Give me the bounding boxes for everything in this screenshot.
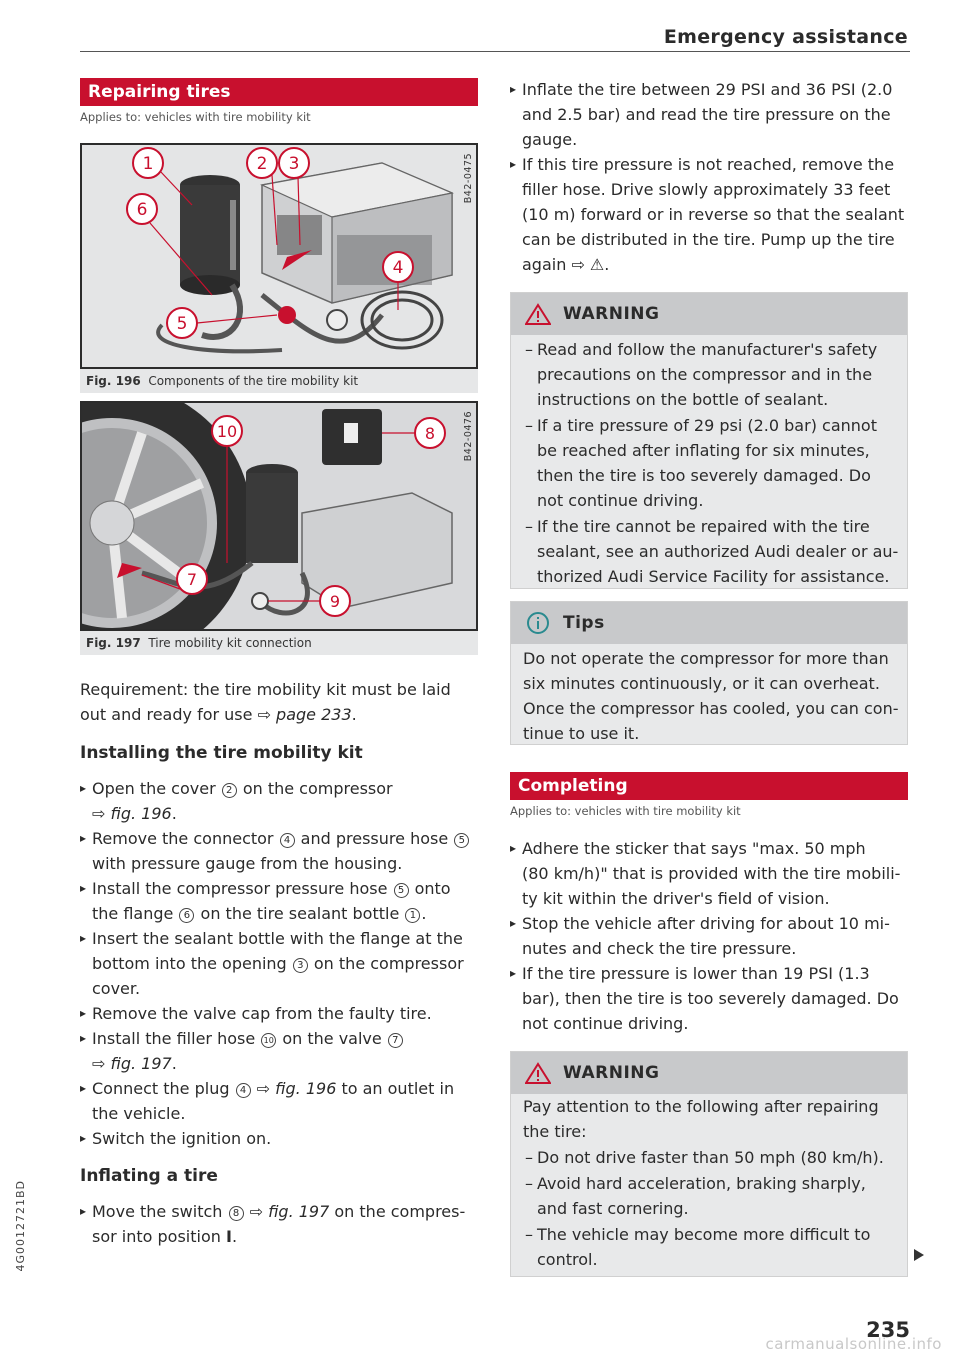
callout-ref-5b: 5 xyxy=(394,883,409,898)
complete-step-1-l3: ty kit within the driver's field of vision. xyxy=(522,889,830,908)
install-step-7-cont: the vehicle. xyxy=(92,1104,186,1123)
figure-196-caption-text: Components of the tire mobility kit xyxy=(148,374,359,388)
inflate-step-1-cont: sor into position I. xyxy=(92,1227,238,1246)
install-step-2: ▸ Remove the connector 4 and pressure hose 5 xyxy=(80,826,470,851)
warning-1-item-2-l4: not continue driving. xyxy=(537,491,704,510)
callout-5: 5 xyxy=(176,314,188,334)
figure-197-label: Fig. 197 xyxy=(86,636,141,650)
warning-1-item-1-l3: instructions on the bottle of sealant. xyxy=(537,390,829,409)
figure-197-caption-text: Tire mobility kit connection xyxy=(148,636,312,650)
callout-ref-10: 10 xyxy=(261,1033,276,1048)
install-step-3: ▸ Install the compressor pressure hose 5 onto xyxy=(80,876,451,901)
callout-ref-4: 4 xyxy=(280,833,295,848)
callout-2: 2 xyxy=(256,154,268,174)
installing-heading: Installing the tire mobility kit xyxy=(80,743,363,763)
figure-197-image xyxy=(80,401,478,631)
callout-ref-2: 2 xyxy=(222,783,237,798)
warning-2-item-2-l2: and fast cornering. xyxy=(537,1199,689,1218)
tire-mobility-kit-illustration xyxy=(82,145,476,367)
document-code: 4G0012721BD xyxy=(14,1180,27,1272)
install-step-6-cont: ⇨ fig. 197. xyxy=(92,1054,177,1073)
install-step-4: ▸ Insert the sealant bottle with the flange at the xyxy=(80,926,463,951)
warning-box-1-header xyxy=(511,293,907,335)
install-step-7: ▸ Connect the plug 4 ⇨ fig. 196 to an outlet in xyxy=(80,1076,454,1101)
tips-box-header xyxy=(511,602,907,644)
inflate-step-3-l4: can be distributed in the tire. Pump up the tire xyxy=(522,230,895,249)
inflate-step-3-l2: filler hose. Drive slowly approximately 33 feet xyxy=(522,180,891,199)
install-step-6: ▸ Install the filler hose 10 on the valve 7 xyxy=(80,1026,404,1051)
warning-2-intro-l1: Pay attention to the following after repairing xyxy=(523,1097,879,1116)
figure-197 xyxy=(80,401,478,655)
callout-ref-5: 5 xyxy=(454,833,469,848)
warning-1-item-3: – If the tire cannot be repaired with the tire xyxy=(511,514,870,539)
requirement-text: Requirement: the tire mobility kit must be laid xyxy=(80,680,451,699)
inflate-step-2-l3: gauge. xyxy=(522,130,578,149)
inflate-step-3: ▸ If this tire pressure is not reached, remove the xyxy=(510,152,894,177)
inflate-step-2-l2: and 2.5 bar) and read the tire pressure on the xyxy=(522,105,891,124)
figure-196-label: Fig. 196 xyxy=(86,374,141,388)
tips-title: Tips xyxy=(563,613,605,633)
requirement-paragraph xyxy=(80,677,478,727)
callout-6: 6 xyxy=(136,200,148,220)
tire-mobility-kit-connection-illustration xyxy=(82,403,476,629)
callout-ref-1: 1 xyxy=(405,908,420,923)
warning-1-item-3-l2: sealant, see an authorized Audi dealer or au- xyxy=(537,542,899,561)
fig-196-reference-link-2[interactable]: ⇨ fig. 196 xyxy=(256,1079,337,1098)
fig-197-reference-link[interactable]: ⇨ fig. 197 xyxy=(92,1054,172,1073)
figure-196-image xyxy=(80,143,478,369)
figure-196-code: B42-0475 xyxy=(463,153,474,204)
callout-10: 10 xyxy=(216,422,238,441)
warning-triangle-icon xyxy=(525,303,551,325)
callout-ref-3: 3 xyxy=(293,958,308,973)
fig-196-reference-link[interactable]: ⇨ fig. 196 xyxy=(92,804,172,823)
warning-box-1-title: WARNING xyxy=(563,304,660,324)
inflate-step-3-l3: (10 m) forward or in reverse so that the sealant xyxy=(522,205,905,224)
figure-197-caption xyxy=(86,636,312,650)
complete-step-3: ▸ If the tire pressure is lower than 19 PSI (1.3 xyxy=(510,961,870,986)
callout-ref-4b: 4 xyxy=(236,1083,251,1098)
tips-line-2: six minutes continuously, or it can overheat. xyxy=(523,674,880,693)
warning-box-1 xyxy=(510,292,908,589)
callout-ref-6: 6 xyxy=(179,908,194,923)
applies-to-note: Applies to: vehicles with tire mobility kit xyxy=(80,110,311,124)
warning-2-item-1: – Do not drive faster than 50 mph (80 km/h). xyxy=(511,1145,884,1170)
tips-line-1: Do not operate the compressor for more than xyxy=(523,649,889,668)
warning-2-item-3-l2: control. xyxy=(537,1250,598,1269)
next-page-arrow-icon[interactable] xyxy=(914,1249,924,1261)
page-header-title: Emergency assistance xyxy=(663,26,908,48)
complete-step-3-l2: bar), then the tire is too severely damaged. Do xyxy=(522,989,899,1008)
page-header xyxy=(80,28,910,52)
warning-1-item-1-l2: precautions on the compressor and in the xyxy=(537,365,873,384)
complete-step-2-l2: nutes and check the tire pressure. xyxy=(522,939,797,958)
callout-9: 9 xyxy=(329,592,341,611)
figure-197-code: B42-0476 xyxy=(463,411,474,462)
complete-step-1: ▸ Adhere the sticker that says "max. 50 mph xyxy=(510,836,866,861)
section-title-completing: Completing xyxy=(510,772,908,800)
info-icon xyxy=(525,612,551,634)
inflating-heading: Inflating a tire xyxy=(80,1166,218,1186)
install-step-3-cont: the flange 6 on the tire sealant bottle 1 . xyxy=(92,904,427,923)
warning-1-item-2-l2: be reached after inflating for six minutes, xyxy=(537,441,870,460)
fig-197-reference-link-2[interactable]: ⇨ fig. 197 xyxy=(249,1202,330,1221)
requirement-period: . xyxy=(351,705,357,724)
figure-196-caption xyxy=(86,374,358,388)
inflate-step-2: ▸ Inflate the tire between 29 PSI and 36 PSI (2.0 xyxy=(510,77,892,102)
warning-box-2-header xyxy=(511,1052,907,1094)
tips-box xyxy=(510,601,908,745)
install-step-4-cont2: cover. xyxy=(92,979,141,998)
complete-step-2: ▸ Stop the vehicle after driving for about 10 mi- xyxy=(510,911,890,936)
callout-ref-8: 8 xyxy=(229,1206,244,1221)
warning-box-2-title: WARNING xyxy=(563,1063,660,1083)
install-step-1: ▸ Open the cover 2 on the compressor xyxy=(80,776,393,801)
install-step-8: ▸ Switch the ignition on. xyxy=(80,1126,271,1151)
watermark: carmanualsonline.info xyxy=(765,1335,942,1353)
install-step-5: ▸ Remove the valve cap from the faulty tire. xyxy=(80,1001,432,1026)
install-step-1-cont: ⇨ fig. 196. xyxy=(92,804,177,823)
tips-line-4: tinue to use it. xyxy=(523,724,640,743)
warning-1-item-1: – Read and follow the manufacturer's safety xyxy=(511,337,877,362)
callout-8: 8 xyxy=(424,424,436,443)
callout-7: 7 xyxy=(186,570,198,589)
tips-line-3: Once the compressor has cooled, you can con- xyxy=(523,699,899,718)
install-step-2-cont: with pressure gauge from the housing. xyxy=(92,854,403,873)
warning-1-item-2-l3: then the tire is too severely damaged. Do xyxy=(537,466,871,485)
install-step-4-cont: bottom into the opening 3 on the compressor xyxy=(92,954,464,973)
figure-196 xyxy=(80,143,478,393)
callout-ref-7: 7 xyxy=(388,1033,403,1048)
warning-1-item-2: – If a tire pressure of 29 psi (2.0 bar) cannot xyxy=(511,413,877,438)
section-title-repairing-tires: Repairing tires xyxy=(80,78,478,106)
warning-2-item-3: – The vehicle may become more difficult to xyxy=(511,1222,870,1247)
inflate-step-1: ▸ Move the switch 8 ⇨ fig. 197 on the compres- xyxy=(80,1199,465,1224)
complete-step-1-l2: (80 km/h)" that is provided with the tire mobili- xyxy=(522,864,901,883)
warning-2-item-2: – Avoid hard acceleration, braking sharply, xyxy=(511,1171,866,1196)
inflate-step-3-l5: again ⇨ ⚠. xyxy=(522,255,610,274)
warning-triangle-icon xyxy=(525,1062,551,1084)
warning-1-item-3-l3: thorized Audi Service Facility for assistance. xyxy=(537,567,890,586)
callout-4: 4 xyxy=(392,258,404,278)
warning-box-2 xyxy=(510,1051,908,1277)
complete-step-3-l3: not continue driving. xyxy=(522,1014,689,1033)
page-number: 235 xyxy=(866,1318,910,1342)
callout-1: 1 xyxy=(142,154,154,174)
requirement-text-2: out and ready for use xyxy=(80,705,258,724)
warning-2-intro-l2: the tire: xyxy=(523,1122,587,1141)
completing-applies-to: Applies to: vehicles with tire mobility kit xyxy=(510,804,741,818)
callout-3: 3 xyxy=(288,154,300,174)
page-reference-link[interactable]: ⇨ page 233 xyxy=(257,705,352,724)
